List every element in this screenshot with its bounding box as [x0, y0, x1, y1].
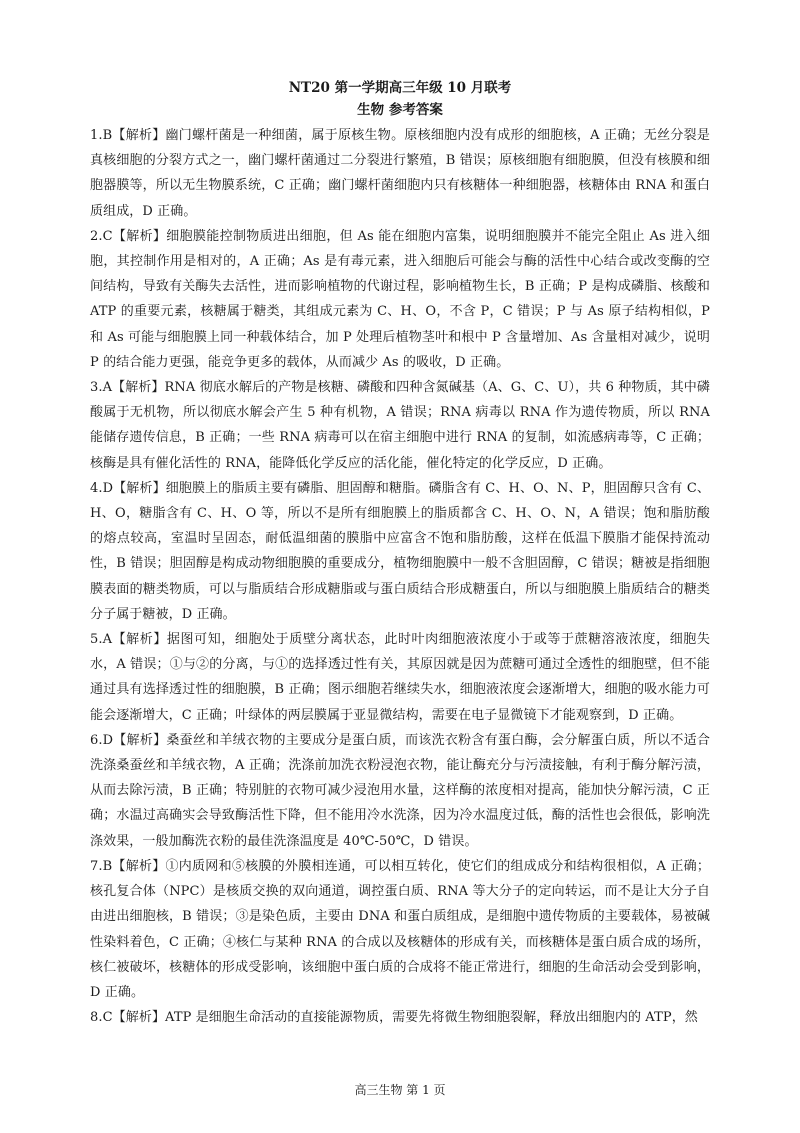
- answer-3: 3.A【解析】RNA 彻底水解后的产物是核糖、磷酸和四种含氮碱基（A、G、C、U），共 6 种物质，其中磷酸属于无机物，所以彻底水解会产生 5 种有机物，A 错误；RNA 病毒以 RNA 作为遗传物质，所以 RNA 能储存遗传信息，B 正确；一些 RNA 病毒可以在宿主细胞中进行 RNA 的复制，如流感病毒等，C 正确；核酶是具有催化活性的 RNA，能降低化学反应的活化能，催化特定的化学反应，D 正确。: [90, 380, 710, 471]
- page-title: NT20 第一学期高三年级 10 月联考: [288, 80, 512, 96]
- answer-2: 2.C【解析】细胞膜能控制物质进出细胞，但 As 能在细胞内富集，说明细胞膜并不能完全阻止 As 进入细胞，其控制作用是相对的，A 正确；As 是有毒元素，进入细胞后可能会与酶的活性中心结合或改变酶的空间结构，导致有关酶失去活性，进而影响植物的代谢过程，影响植物生长，B 正确；P 是构成磷脂、核酸和 ATP 的重要元素，核糖属于糖类，其组成元素为 C、H、O，不含 P，C 错误；P 与 As 原子结构相似，P 和 As 可能与细胞膜上同一种载体结合，加 P 处理后植物茎叶和根中 P 含量增加、As 含量相对减少，说明 P 的结合能力更强，能竞争更多的载体，从而减少 As 的吸收，D 正确。: [90, 228, 710, 370]
- answer-8: 8.C【解析】ATP 是细胞生命活动的直接能源物质，需要先将微生物细胞裂解，释放出细胞内的 ATP，然: [90, 1010, 698, 1026]
- answer-6: 6.D【解析】桑蚕丝和羊绒衣物的主要成分是蛋白质，而该洗衣粉含有蛋白酶，会分解蛋白质，所以不适合洗涤桑蚕丝和羊绒衣物，A 正确；洗涤前加洗衣粉浸泡衣物，能让酶充分与污渍接触，有利于酶分解污渍，从而去除污渍，B 正确；特别脏的衣物可减少浸泡用水量，这样酶的浓度相对提高，能加快分解污渍，C 正确；水温过高确实会导致酶活性下降，但不能用冷水洗涤，因为冷水温度过低，酶的活性也会很低，影响洗涤效果，一般加酶洗衣粉的最佳洗涤温度是 40℃-50℃，D 错误。: [90, 732, 710, 849]
- page-footer: 高三生物 第 1 页: [354, 1083, 446, 1097]
- page-subtitle: 生物 参考答案: [357, 102, 443, 118]
- answer-4: 4.D【解析】细胞膜上的脂质主要有磷脂、胆固醇和糖脂。磷脂含有 C、H、O、N、P，胆固醇只含有 C、H、O，糖脂含有 C、H、O 等，所以不是所有细胞膜上的脂质都含 C、H、O、N，A 错误；饱和脂肪酸的熔点较高，室温时呈固态，耐低温细菌的膜脂中应富含不饱和脂肪酸，这样在低温下膜脂才能保持流动性，B 错误；胆固醇是构成动物细胞膜的重要成分，植物细胞膜中一般不含胆固醇，C 错误；糖被是指细胞膜表面的糖类物质，可以与脂质结合形成糖脂或与蛋白质结合形成糖蛋白，所以与细胞膜上脂质结合的糖类分子属于糖被，D 正确。: [90, 480, 710, 622]
- answer-list: [90, 123, 710, 1030]
- answer-1: 1.B【解析】幽门螺杆菌是一种细菌，属于原核生物。原核细胞内没有成形的细胞核，A 正确；无丝分裂是真核细胞的分裂方式之一，幽门螺杆菌通过二分裂进行繁殖，B 错误；原核细胞有细胞膜，但没有核膜和细胞器膜等，所以无生物膜系统，C 正确；幽门螺杆菌细胞内只有核糖体一种细胞器，核糖体由 RNA 和蛋白质组成，D 正确。: [90, 128, 710, 219]
- answer-7: 7.B【解析】①内质网和⑤核膜的外膜相连通，可以相互转化，使它们的组成成分和结构很相似，A 正确；核孔复合体（NPC）是核质交换的双向通道，调控蛋白质、RNA 等大分子的定向转运，而不是让大分子自由进出细胞核，B 错误；③是染色质，主要由 DNA 和蛋白质组成，是细胞中遗传物质的主要载体，易被碱性染料着色，C 正确；④核仁与某种 RNA 的合成以及核糖体的形成有关，而核糖体是蛋白质合成的场所，核仁被破坏，核糖体的形成受影响，该细胞中蛋白质的合成将不能正常进行，细胞的生命活动会受到影响，D 正确。: [90, 858, 710, 1000]
- answer-5: 5.A【解析】据图可知，细胞处于质壁分离状态，此时叶肉细胞液浓度小于或等于蔗糖溶液浓度，细胞失水，A 错误；①与②的分离，与①的选择透过性有关，其原因就是因为蔗糖可通过全透性的细胞壁，但不能通过具有选择透过性的细胞膜，B 正确；图示细胞若继续失水，细胞液浓度会逐渐增大，细胞的吸水能力可能会逐渐增大，C 正确；叶绿体的两层膜属于亚显微结构，需要在电子显微镜下才能观察到，D 正确。: [90, 632, 710, 723]
